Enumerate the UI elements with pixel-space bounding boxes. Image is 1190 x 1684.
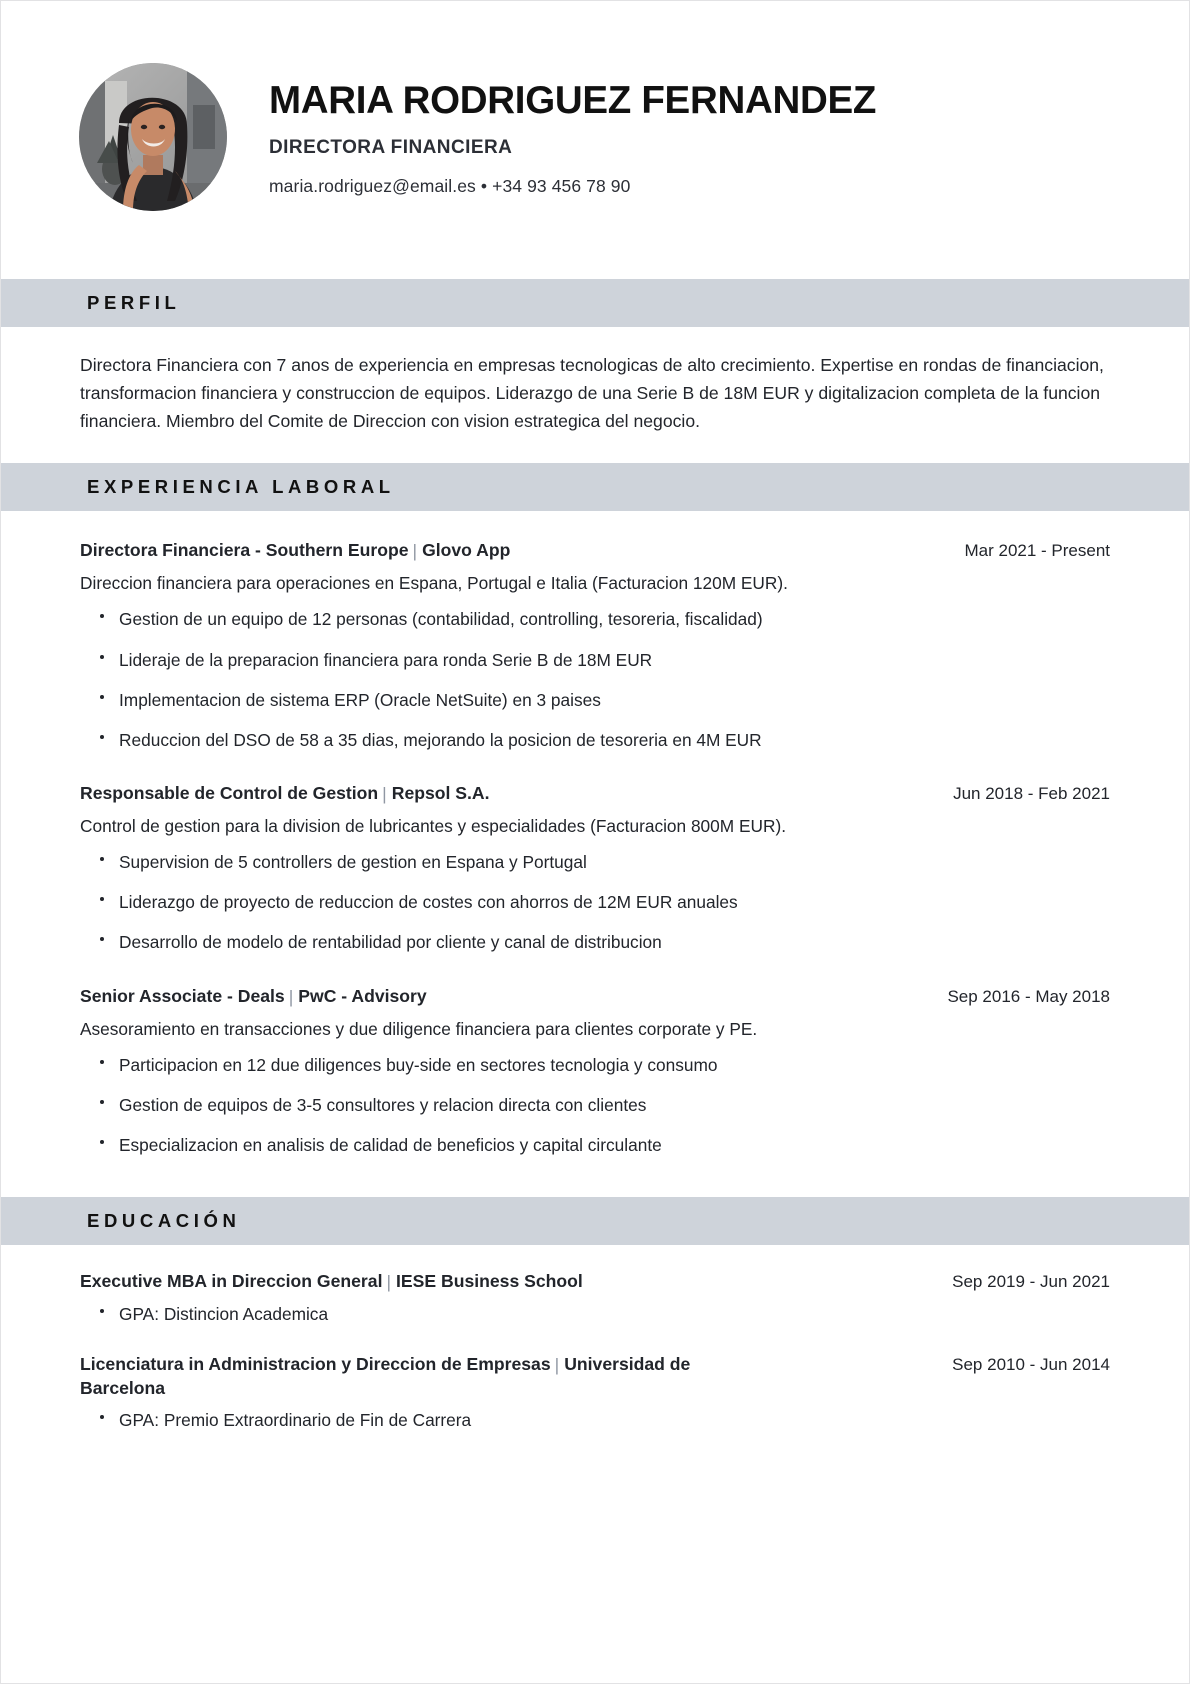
bullet-item: Implementacion de sistema ERP (Oracle NetSuite) en 3 paises (80, 688, 1110, 712)
section-heading-experience: EXPERIENCIA LABORAL (87, 476, 395, 498)
profile-text: Directora Financiera con 7 anos de experiencia en empresas tecnologicas de alto crecimiento. Expertise en rondas de financiacion, transformacion financiera y construccion de equipos. Liderazgo de una Serie B de 18M EUR y digitalizacion completa de la funcion financiera. Miembro del Comite de Direccion con vision estrategica del negocio. (80, 355, 1104, 431)
bullet-item: Desarrollo de modelo de rentabilidad por cliente y canal de distribucion (80, 930, 1110, 954)
entry-institution: IESE Business School (396, 1271, 583, 1292)
bullet-item: Reduccion del DSO de 58 a 35 dias, mejorando la posicion de tesoreria en 4M EUR (80, 728, 1110, 752)
bullet-item: Especializacion en analisis de calidad de beneficios y capital circulante (80, 1133, 1110, 1157)
entry-bullet-list (80, 1408, 1110, 1432)
education-entry (80, 1352, 1110, 1433)
entry-company: Repsol S.A. (391, 783, 490, 804)
entry-description: Direccion financiera para operaciones en Espana, Portugal e Italia (Facturacion 120M EUR). (80, 573, 788, 594)
contact-separator: • (480, 175, 488, 196)
entry-degree: Executive MBA in Direccion General (80, 1271, 383, 1292)
entry-role: Senior Associate - Deals (80, 985, 285, 1006)
entry-date: Jun 2018 - Feb 2021 (953, 784, 1110, 804)
experience-entry (80, 985, 1110, 1158)
bullet-item: Lideraje de la preparacion financiera para ronda Serie B de 18M EUR (80, 648, 1110, 672)
bullet-item: Supervision de 5 controllers de gestion en Espana y Portugal (80, 850, 1110, 874)
entry-header (80, 782, 1110, 805)
job-title: DIRECTORA FINANCIERA (269, 136, 513, 158)
experience-entry (80, 782, 1110, 955)
full-name: MARIA RODRIGUEZ FERNANDEZ (269, 79, 877, 123)
section-band-education (1, 1197, 1189, 1245)
entry-separator: | (386, 1272, 392, 1293)
section-band-experience (1, 463, 1189, 511)
education-section (1, 1269, 1189, 1432)
entry-degree: Licenciatura in Administracion y Direccion de Empresas (80, 1353, 551, 1374)
entry-separator: | (382, 784, 387, 805)
entry-title (80, 539, 510, 562)
entry-bullet-list (80, 850, 1110, 955)
entry-bullet-list (80, 1302, 1110, 1326)
entry-separator: | (554, 1354, 560, 1375)
entry-header (80, 1269, 1110, 1293)
contact-line (269, 176, 876, 197)
entry-date: Sep 2016 - May 2018 (947, 986, 1110, 1006)
entry-bullet-list (80, 1053, 1110, 1158)
bullet-item: Liderazgo de proyecto de reduccion de costes con ahorros de 12M EUR anuales (80, 890, 1110, 914)
entry-separator: | (412, 541, 418, 562)
entry-role: Responsable de Control de Gestion (80, 783, 379, 804)
entry-company: Glovo App (422, 540, 511, 561)
entry-separator: | (288, 986, 294, 1007)
bullet-item: Gestion de equipos de 3-5 consultores y relacion directa con clientes (80, 1093, 1110, 1117)
resume-header (1, 1, 1189, 251)
bullet-item: Participacion en 12 due diligences buy-side en sectores tecnologia y consumo (80, 1053, 1110, 1077)
section-band-profile (1, 279, 1189, 327)
entry-description: Asesoramiento en transacciones y due diligence financiera para clientes corporate y PE. (80, 1018, 758, 1039)
entry-title (80, 782, 490, 805)
phone-text: +34 93 456 78 90 (492, 175, 631, 196)
experience-entry (80, 539, 1110, 752)
entry-date: Sep 2019 - Jun 2021 (952, 1272, 1110, 1292)
entry-date: Sep 2010 - Jun 2014 (952, 1354, 1110, 1374)
entry-header (80, 539, 1110, 562)
entry-header (80, 1352, 1110, 1401)
education-entry (80, 1269, 1110, 1325)
entry-title (80, 985, 427, 1008)
entry-header (80, 985, 1110, 1008)
email-text: maria.rodriguez@email.es (269, 175, 476, 196)
bullet-item: GPA: Distincion Academica (80, 1302, 1110, 1326)
entry-date: Mar 2021 - Present (964, 541, 1110, 561)
bullet-item: GPA: Premio Extraordinario de Fin de Carrera (80, 1408, 1110, 1432)
section-heading-education: EDUCACIÓN (87, 1210, 241, 1232)
entry-title (80, 1269, 583, 1293)
portrait-photo-icon (79, 63, 227, 211)
identity-block (269, 77, 876, 196)
entry-title (80, 1352, 780, 1401)
profile-section (1, 352, 1189, 435)
avatar (79, 63, 227, 211)
entry-company: PwC - Advisory (298, 985, 427, 1006)
entry-description: Control de gestion para la division de lubricantes y especialidades (Facturacion 800M EUR). (80, 816, 787, 836)
bullet-item: Gestion de un equipo de 12 personas (contabilidad, controlling, tesoreria, fiscalidad) (80, 607, 1110, 631)
entry-institution: Universidad de Barcelona (80, 1353, 691, 1398)
entry-role: Directora Financiera - Southern Europe (80, 540, 409, 561)
experience-section (1, 539, 1189, 1157)
entry-bullet-list (80, 607, 1110, 752)
section-heading-profile: PERFIL (87, 292, 181, 313)
